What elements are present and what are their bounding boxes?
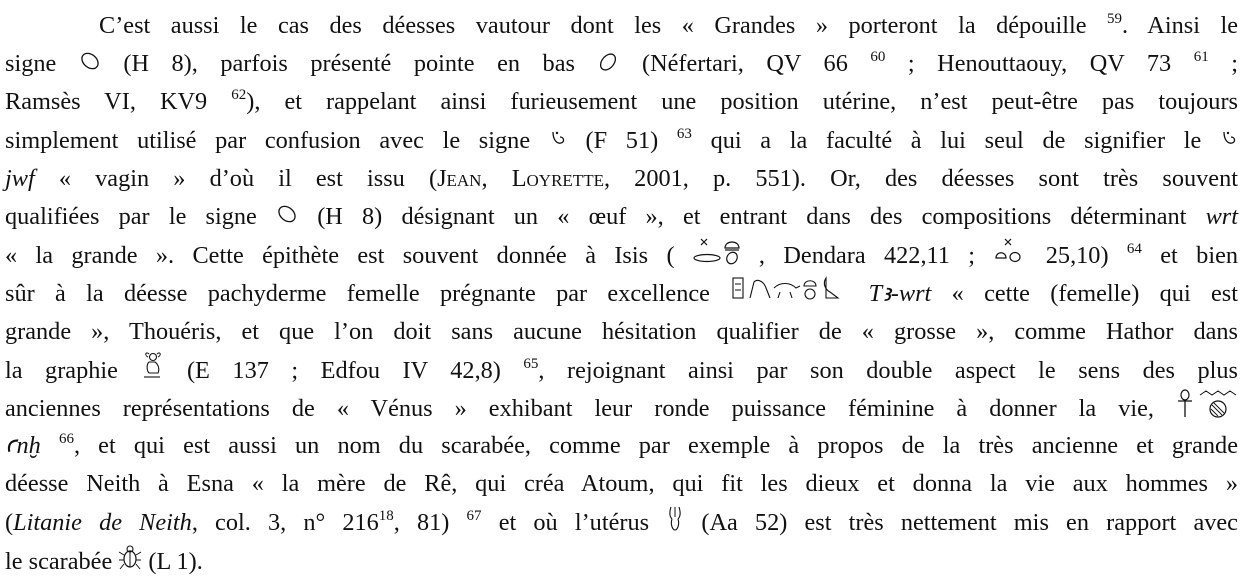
text-line-4 bbox=[5, 122, 1238, 160]
text-line-6 bbox=[5, 198, 1238, 236]
text: ; Henouttaouy, QV 73 bbox=[885, 50, 1194, 78]
text: (Néfertari, QV 66 bbox=[619, 50, 871, 78]
text: , rejoignant ainsi par son double aspect le sens des plus bbox=[538, 356, 1238, 384]
text-line-12 bbox=[5, 427, 1238, 465]
ankh-hieroglyph-icon bbox=[1176, 389, 1238, 419]
text: signe bbox=[5, 50, 79, 78]
footnote-ref-60[interactable]: 60 bbox=[870, 49, 886, 66]
text: la graphie bbox=[5, 356, 141, 384]
author-name: Jean bbox=[437, 164, 482, 192]
text: , 81) bbox=[393, 509, 467, 537]
text-line-14 bbox=[5, 503, 1238, 541]
author-name: Loyrette bbox=[511, 164, 604, 192]
superscript-18: 18 bbox=[378, 508, 394, 525]
egg-point-down-icon bbox=[597, 50, 619, 74]
transliteration: ꜥnḫ bbox=[5, 432, 41, 460]
footnote-ref-59[interactable]: 59 bbox=[1107, 11, 1123, 27]
transliteration: jwf bbox=[5, 164, 35, 192]
footnote-ref-61[interactable]: 61 bbox=[1193, 49, 1209, 66]
text bbox=[848, 280, 868, 307]
text-line-15 bbox=[5, 542, 1238, 580]
text: anciennes représentations de « Vénus » exhibant leur ronde puissance féminine à donner la vie, bbox=[5, 394, 1176, 422]
text: . Ainsi le bbox=[1122, 12, 1238, 39]
text: (H 8), parfois présenté pointe en bas bbox=[100, 50, 598, 78]
text: , et qui est aussi un nom du scarabée, comme par exemple à propos de la très ancienne et grande bbox=[73, 432, 1238, 460]
uterus-sign-icon bbox=[1220, 127, 1238, 151]
text: Ramsès VI, KV9 bbox=[5, 88, 232, 116]
text: ( bbox=[5, 509, 14, 537]
egg-sign-icon bbox=[276, 203, 298, 227]
isis-hieroglyph-icon bbox=[993, 236, 1027, 266]
text-line-1 bbox=[5, 7, 1238, 45]
text: « cette (femelle) qui est bbox=[931, 280, 1239, 308]
text-line-5 bbox=[5, 160, 1238, 198]
text: grande », Thouéris, et que l’on doit sans aucune hésitation qualifier de « grosse », comme Hathor dans bbox=[5, 317, 1238, 345]
text: « la grande ». Cette épithète est souvent donnée à Isis ( bbox=[5, 242, 693, 270]
text: déesse Neith à Esna « la mère de Rê, qui créa Atoum, qui fit les dieux et donna la vie aux hommes » bbox=[5, 470, 1238, 498]
text-line-7 bbox=[5, 236, 1238, 274]
text: , col. 3, n° 216 bbox=[191, 509, 379, 537]
transliteration: wrt bbox=[1205, 202, 1239, 230]
text: simplement utilisé par confusion avec le signe bbox=[5, 126, 549, 154]
footnote-ref-64[interactable]: 64 bbox=[1126, 241, 1142, 258]
text: ), et rappelant ainsi furieusement une position utérine, n’est peut-être pas toujours bbox=[246, 88, 1238, 116]
text-line-3 bbox=[5, 83, 1238, 121]
footnote-ref-65[interactable]: 65 bbox=[523, 355, 539, 372]
text-line-8 bbox=[5, 274, 1238, 312]
text-line-13 bbox=[5, 465, 1238, 503]
scarab-sign-icon bbox=[118, 542, 142, 572]
text-line-2 bbox=[5, 45, 1238, 83]
text: le scarabée bbox=[5, 547, 119, 575]
text: (L 1). bbox=[142, 547, 203, 575]
text: ; bbox=[1208, 50, 1238, 78]
book-title: Litanie de Neith bbox=[13, 509, 192, 537]
text: , 2001, p. 551). Or, des déesses sont très souvent bbox=[603, 164, 1238, 192]
text: (F 51) bbox=[566, 126, 677, 154]
text-line-11 bbox=[5, 389, 1238, 427]
text: (E 137 ; Edfou IV 42,8) bbox=[164, 356, 524, 384]
footnote-ref-66[interactable]: 66 bbox=[58, 431, 74, 448]
text: (Aa 52) est très nettement mis en rapport avec bbox=[684, 509, 1238, 537]
text-line-9 bbox=[5, 313, 1238, 351]
egg-sign-icon bbox=[79, 50, 101, 74]
footnote-ref-67[interactable]: 67 bbox=[466, 508, 482, 525]
isis-hieroglyph-icon bbox=[693, 236, 759, 266]
text: et où l’utérus bbox=[481, 509, 667, 537]
text: qualifiées par le signe bbox=[5, 202, 277, 230]
text: (H 8) désignant un « œuf », et entrant dans des compositions déterminant bbox=[298, 202, 1206, 230]
text: sûr à la déesse pachyderme femelle prégnante par excellence bbox=[5, 280, 731, 308]
text: et bien bbox=[1141, 242, 1238, 270]
text bbox=[41, 432, 59, 459]
text: , bbox=[481, 164, 512, 192]
taweret-hieroglyph-icon bbox=[730, 274, 848, 304]
text: « vagin » d’où il est issu ( bbox=[34, 164, 438, 192]
transliteration: Tꜣ-wrt bbox=[868, 280, 932, 308]
text: , Dendara 422,11 ; bbox=[758, 242, 994, 270]
text: C’est aussi le cas des déesses vautour dont les « Grandes » porteront la dépouille bbox=[99, 12, 1108, 39]
footnote-ref-63[interactable]: 63 bbox=[676, 125, 692, 142]
uterus-sign-Aa52-icon bbox=[666, 503, 684, 533]
text-line-10 bbox=[5, 351, 1238, 389]
hathor-seated-goddess-icon bbox=[140, 351, 164, 381]
uterus-sign-icon bbox=[549, 127, 567, 151]
text: qui a la faculté à lui seul de signifier le bbox=[691, 126, 1220, 154]
footnote-ref-62[interactable]: 62 bbox=[231, 87, 247, 104]
text: 25,10) bbox=[1027, 242, 1127, 270]
